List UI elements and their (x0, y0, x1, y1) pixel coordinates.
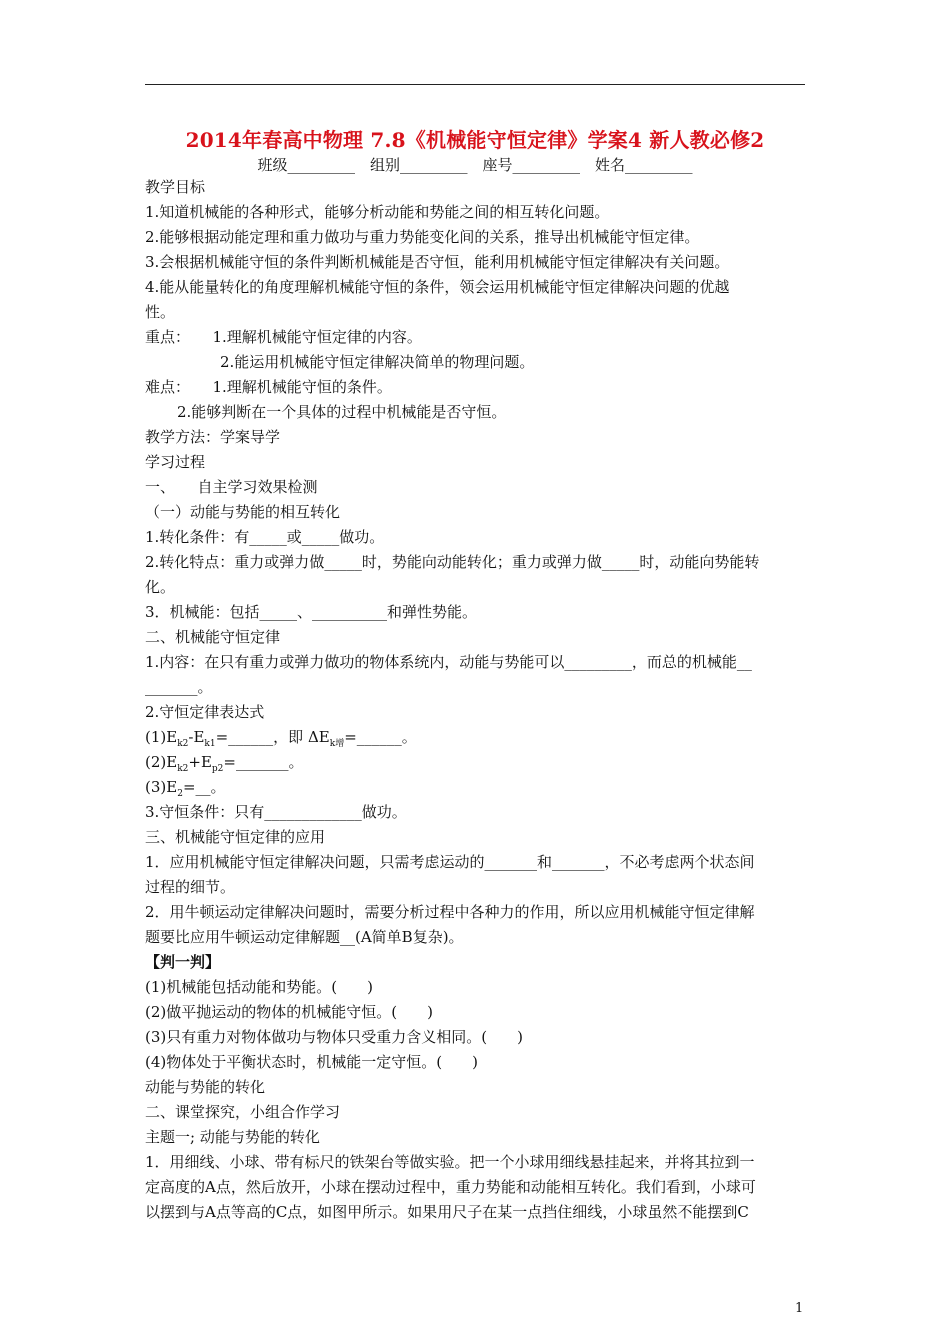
text-line: 三、机械能守恒定律的应用 (145, 828, 326, 846)
text-line: (2)做平抛运动的物体的机械能守恒。( ) (145, 1003, 433, 1021)
text-line: 动能与势能的转化 (145, 1078, 266, 1096)
text-line: 化。 (145, 578, 176, 596)
text-line: 2.能运用机械能守恒定律解决简单的物理问题。 (145, 353, 535, 371)
text-line: （一）动能与势能的相互转化 (145, 503, 341, 521)
text-line: 过程的细节。 (145, 878, 236, 896)
text-line: 2.能够判断在一个具体的过程中机械能是否守恒。 (177, 403, 507, 421)
text-line: 一、 自主学习效果检测 (145, 478, 318, 496)
document-body (145, 175, 805, 1225)
student-info-line: 班级_________ 组别_________ 座号_________ 姓名_________ (257, 156, 693, 174)
document-title: 2014年春高中物理 7.8《机械能守恒定律》学案4 新人教必修2 (185, 128, 765, 152)
text-line: 以摆到与A点等高的C点，如图甲所示。如果用尺子在某一点挡住细线，小球虽然不能摆到C (145, 1203, 749, 1221)
text-line: 教学方法：学案导学 (145, 428, 281, 446)
text-line: 题要比应用牛顿运动定律解题__(A简单B复杂)。 (145, 928, 464, 946)
text-line: _______。 (145, 678, 213, 696)
text-line: 难点： 1.理解机械能守恒的条件。 (145, 378, 392, 396)
formula-line-3: $(3)E_2=\_\_$。 (145, 778, 226, 799)
text-line: 定高度的A点，然后放开，小球在摆动过程中，重力势能和动能相互转化。我们看到，小球可 (145, 1178, 756, 1196)
page-number: 1 (795, 1301, 804, 1316)
text-line: (3)只有重力对物体做功与物体只受重力含义相同。( ) (145, 1028, 523, 1046)
formula-line-2: $(2)E_{k2}+E_{p2}=\_\_\_\_\_\_\_$。 (145, 753, 304, 774)
text-line: 3.会根据机械能守恒的条件判断机械能是否守恒，能利用机械能守恒定律解决有关问题。 (145, 253, 730, 271)
text-line: 1．应用机械能守恒定律解决问题，只需考虑运动的_______和_______，不必考虑两个状态间 (145, 853, 755, 871)
text-line: 4.能从能量转化的角度理解机械能守恒的条件，领会运用机械能守恒定律解决问题的优越 (145, 278, 730, 296)
text-line: 二、机械能守恒定律 (145, 628, 281, 646)
text-line: 1.知道机械能的各种形式，能够分析动能和势能之间的相互转化问题。 (145, 203, 610, 221)
text-line: (4)物体处于平衡状态时，机械能一定守恒。( ) (145, 1053, 478, 1071)
text-line: (1)机械能包括动能和势能。( ) (145, 978, 373, 996)
section-heading: 【判一判】 (145, 953, 221, 971)
text-line: 二、课堂探究，小组合作学习 (145, 1103, 341, 1121)
text-line: 2.转化特点：重力或弹力做_____时，势能向动能转化；重力或弹力做_____时，动能向势能转 (145, 553, 760, 571)
formula-line-1: $(1)E_{k2}-E_{k1}=\_\_\_\_\_\_$，即 $\Delta E_{k增}=\_\_\_\_\_\_$。 (145, 728, 417, 749)
text-line: 教学目标 (145, 178, 206, 196)
text-line: 2．用牛顿运动定律解决问题时，需要分析过程中各种力的作用，所以应用机械能守恒定律解 (145, 903, 755, 921)
text-line: 重点： 1.理解机械能守恒定律的内容。 (145, 328, 422, 346)
text-line: 1．用细线、小球、带有标尺的铁架台等做实验。把一个小球用细线悬挂起来，并将其拉到一 (145, 1153, 755, 1171)
text-line: 3．机械能：包括_____、__________和弹性势能。 (145, 603, 478, 621)
text-line: 3.守恒条件：只有_____________做功。 (145, 803, 407, 821)
text-line: 学习过程 (145, 453, 206, 471)
text-line: 1.转化条件：有_____或_____做功。 (145, 528, 385, 546)
text-line: 1.内容：在只有重力或弹力做功的物体系统内，动能与势能可以_________，而总的机械能__ (145, 653, 752, 671)
text-line: 主题一; 动能与势能的转化 (145, 1128, 320, 1146)
header-rule (145, 84, 805, 85)
text-line: 2.能够根据动能定理和重力做功与重力势能变化间的关系，推导出机械能守恒定律。 (145, 228, 700, 246)
text-line: 2.守恒定律表达式 (145, 703, 265, 721)
text-line: 性。 (145, 303, 176, 321)
